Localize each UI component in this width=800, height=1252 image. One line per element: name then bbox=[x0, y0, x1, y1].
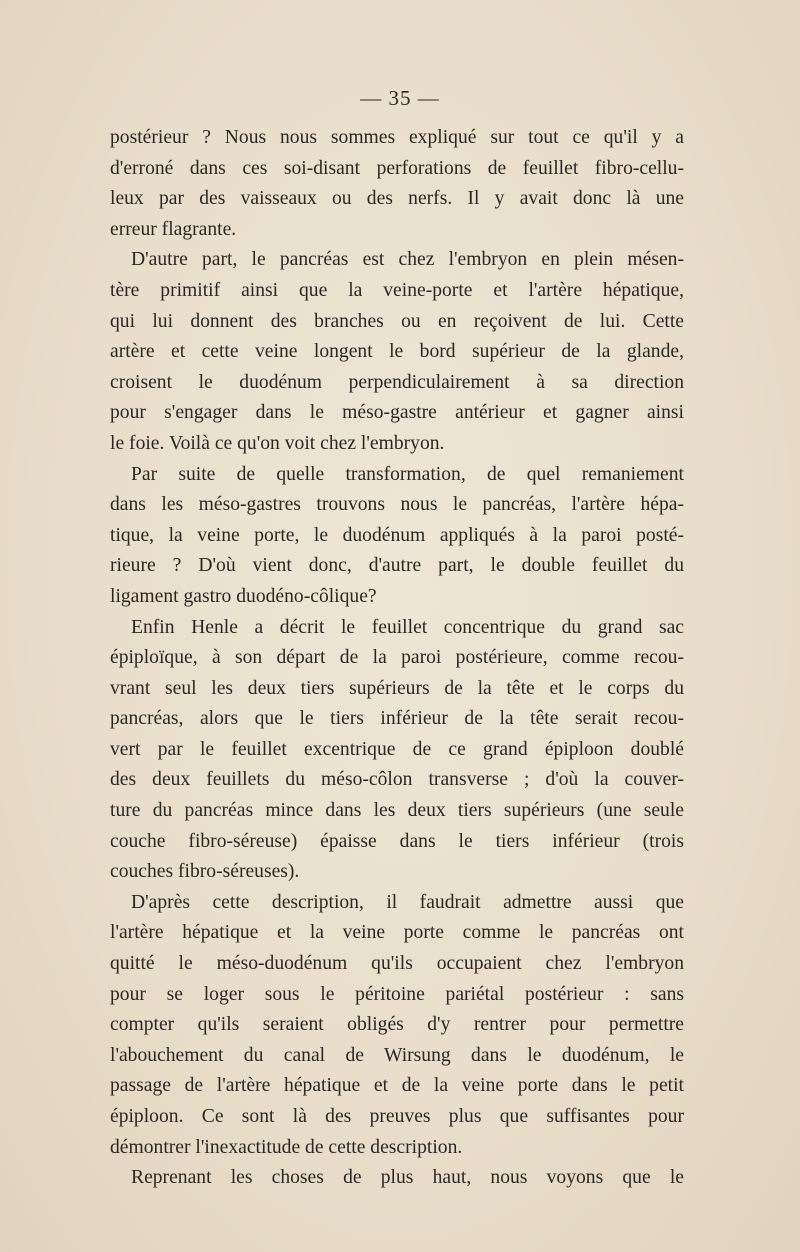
text-line: dans les méso-gastres trouvons nous le pancréas, l'artère hépa- bbox=[110, 494, 684, 516]
text-line: des deux feuillets du méso-côlon transverse ; d'où la couver- bbox=[110, 769, 684, 791]
text-line: démontrer l'inexactitude de cette description. bbox=[110, 1136, 463, 1158]
text-line: qui lui donnent des branches ou en reçoivent de lui. Cette bbox=[110, 310, 684, 332]
text-line: l'artère hépatique et la veine porte comme le pancréas ont bbox=[110, 922, 684, 944]
text-line: D'après cette description, il faudrait admettre aussi que bbox=[131, 891, 684, 913]
paragraph bbox=[110, 245, 684, 459]
text-line: postérieur ? Nous nous sommes expliqué sur tout ce qu'il y a bbox=[110, 127, 684, 148]
text-line: Par suite de quelle transformation, de quel remaniement bbox=[131, 463, 684, 485]
text-line: d'erroné dans ces soi-disant perforations de feuillet fibro-cellu- bbox=[110, 157, 684, 179]
text-line: artère et cette veine longent le bord supérieur de la glande, bbox=[110, 341, 684, 363]
text-line: couches fibro-séreuses). bbox=[110, 861, 300, 883]
text-line: épiploïque, à son départ de la paroi postérieure, comme recou- bbox=[110, 647, 684, 669]
text-line: compter qu'ils seraient obligés d'y rentrer pour permettre bbox=[110, 1014, 684, 1036]
text-line: l'abouchement du canal de Wirsung dans le duodénum, le bbox=[110, 1044, 684, 1066]
paragraph bbox=[110, 888, 684, 1163]
text-line: leux par des vaisseaux ou des nerfs. Il y avait donc là une bbox=[110, 188, 684, 210]
text-line: passage de l'artère hépatique et de la veine porte dans le petit bbox=[110, 1075, 684, 1097]
text-line: Reprenant les choses de plus haut, nous voyons que le bbox=[131, 1167, 684, 1189]
text-line: D'autre part, le pancréas est chez l'embryon en plein mésen- bbox=[131, 249, 684, 271]
body-text bbox=[110, 123, 684, 1194]
text-line: Enfin Henle a décrit le feuillet concentrique du grand sac bbox=[131, 616, 684, 638]
text-line: erreur flagrante. bbox=[110, 218, 237, 240]
text-line: tère primitif ainsi que la veine-porte et l'artère hépatique, bbox=[110, 279, 684, 301]
text-line: pour s'engager dans le méso-gastre antérieur et gagner ainsi bbox=[110, 402, 684, 424]
text-line: pour se loger sous le péritoine pariétal postérieur : sans bbox=[110, 983, 684, 1005]
text-line: vrant seul les deux tiers supérieurs de la tête et le corps du bbox=[110, 677, 684, 699]
text-line: croisent le duodénum perpendiculairement à sa direction bbox=[110, 371, 684, 393]
text-line: pancréas, alors que le tiers inférieur de la tête serait recou- bbox=[110, 708, 684, 730]
text-line: ligament gastro duodéno-côlique? bbox=[110, 585, 377, 607]
paragraph bbox=[110, 460, 684, 613]
text-line: épiploon. Ce sont là des preuves plus que suffisantes pour bbox=[110, 1106, 684, 1127]
paragraph bbox=[110, 1163, 684, 1194]
page-number: — 35 — bbox=[360, 86, 440, 110]
text-line: quitté le méso-duodénum qu'ils occupaient chez l'embryon bbox=[110, 953, 684, 975]
paragraph bbox=[110, 613, 684, 888]
text-line: ture du pancréas mince dans les deux tiers supérieurs (une seule bbox=[110, 800, 684, 822]
text-line: rieure ? D'où vient donc, d'autre part, le double feuillet du bbox=[110, 555, 684, 577]
text-line: le foie. Voilà ce qu'on voit chez l'embryon. bbox=[110, 432, 445, 454]
text-line: tique, la veine porte, le duodénum appliqués à la paroi posté- bbox=[110, 524, 684, 546]
text-line: couche fibro-séreuse) épaisse dans le tiers inférieur (trois bbox=[110, 830, 684, 852]
text-line: vert par le feuillet excentrique de ce grand épiploon doublé bbox=[110, 738, 684, 760]
paragraph bbox=[110, 123, 684, 245]
